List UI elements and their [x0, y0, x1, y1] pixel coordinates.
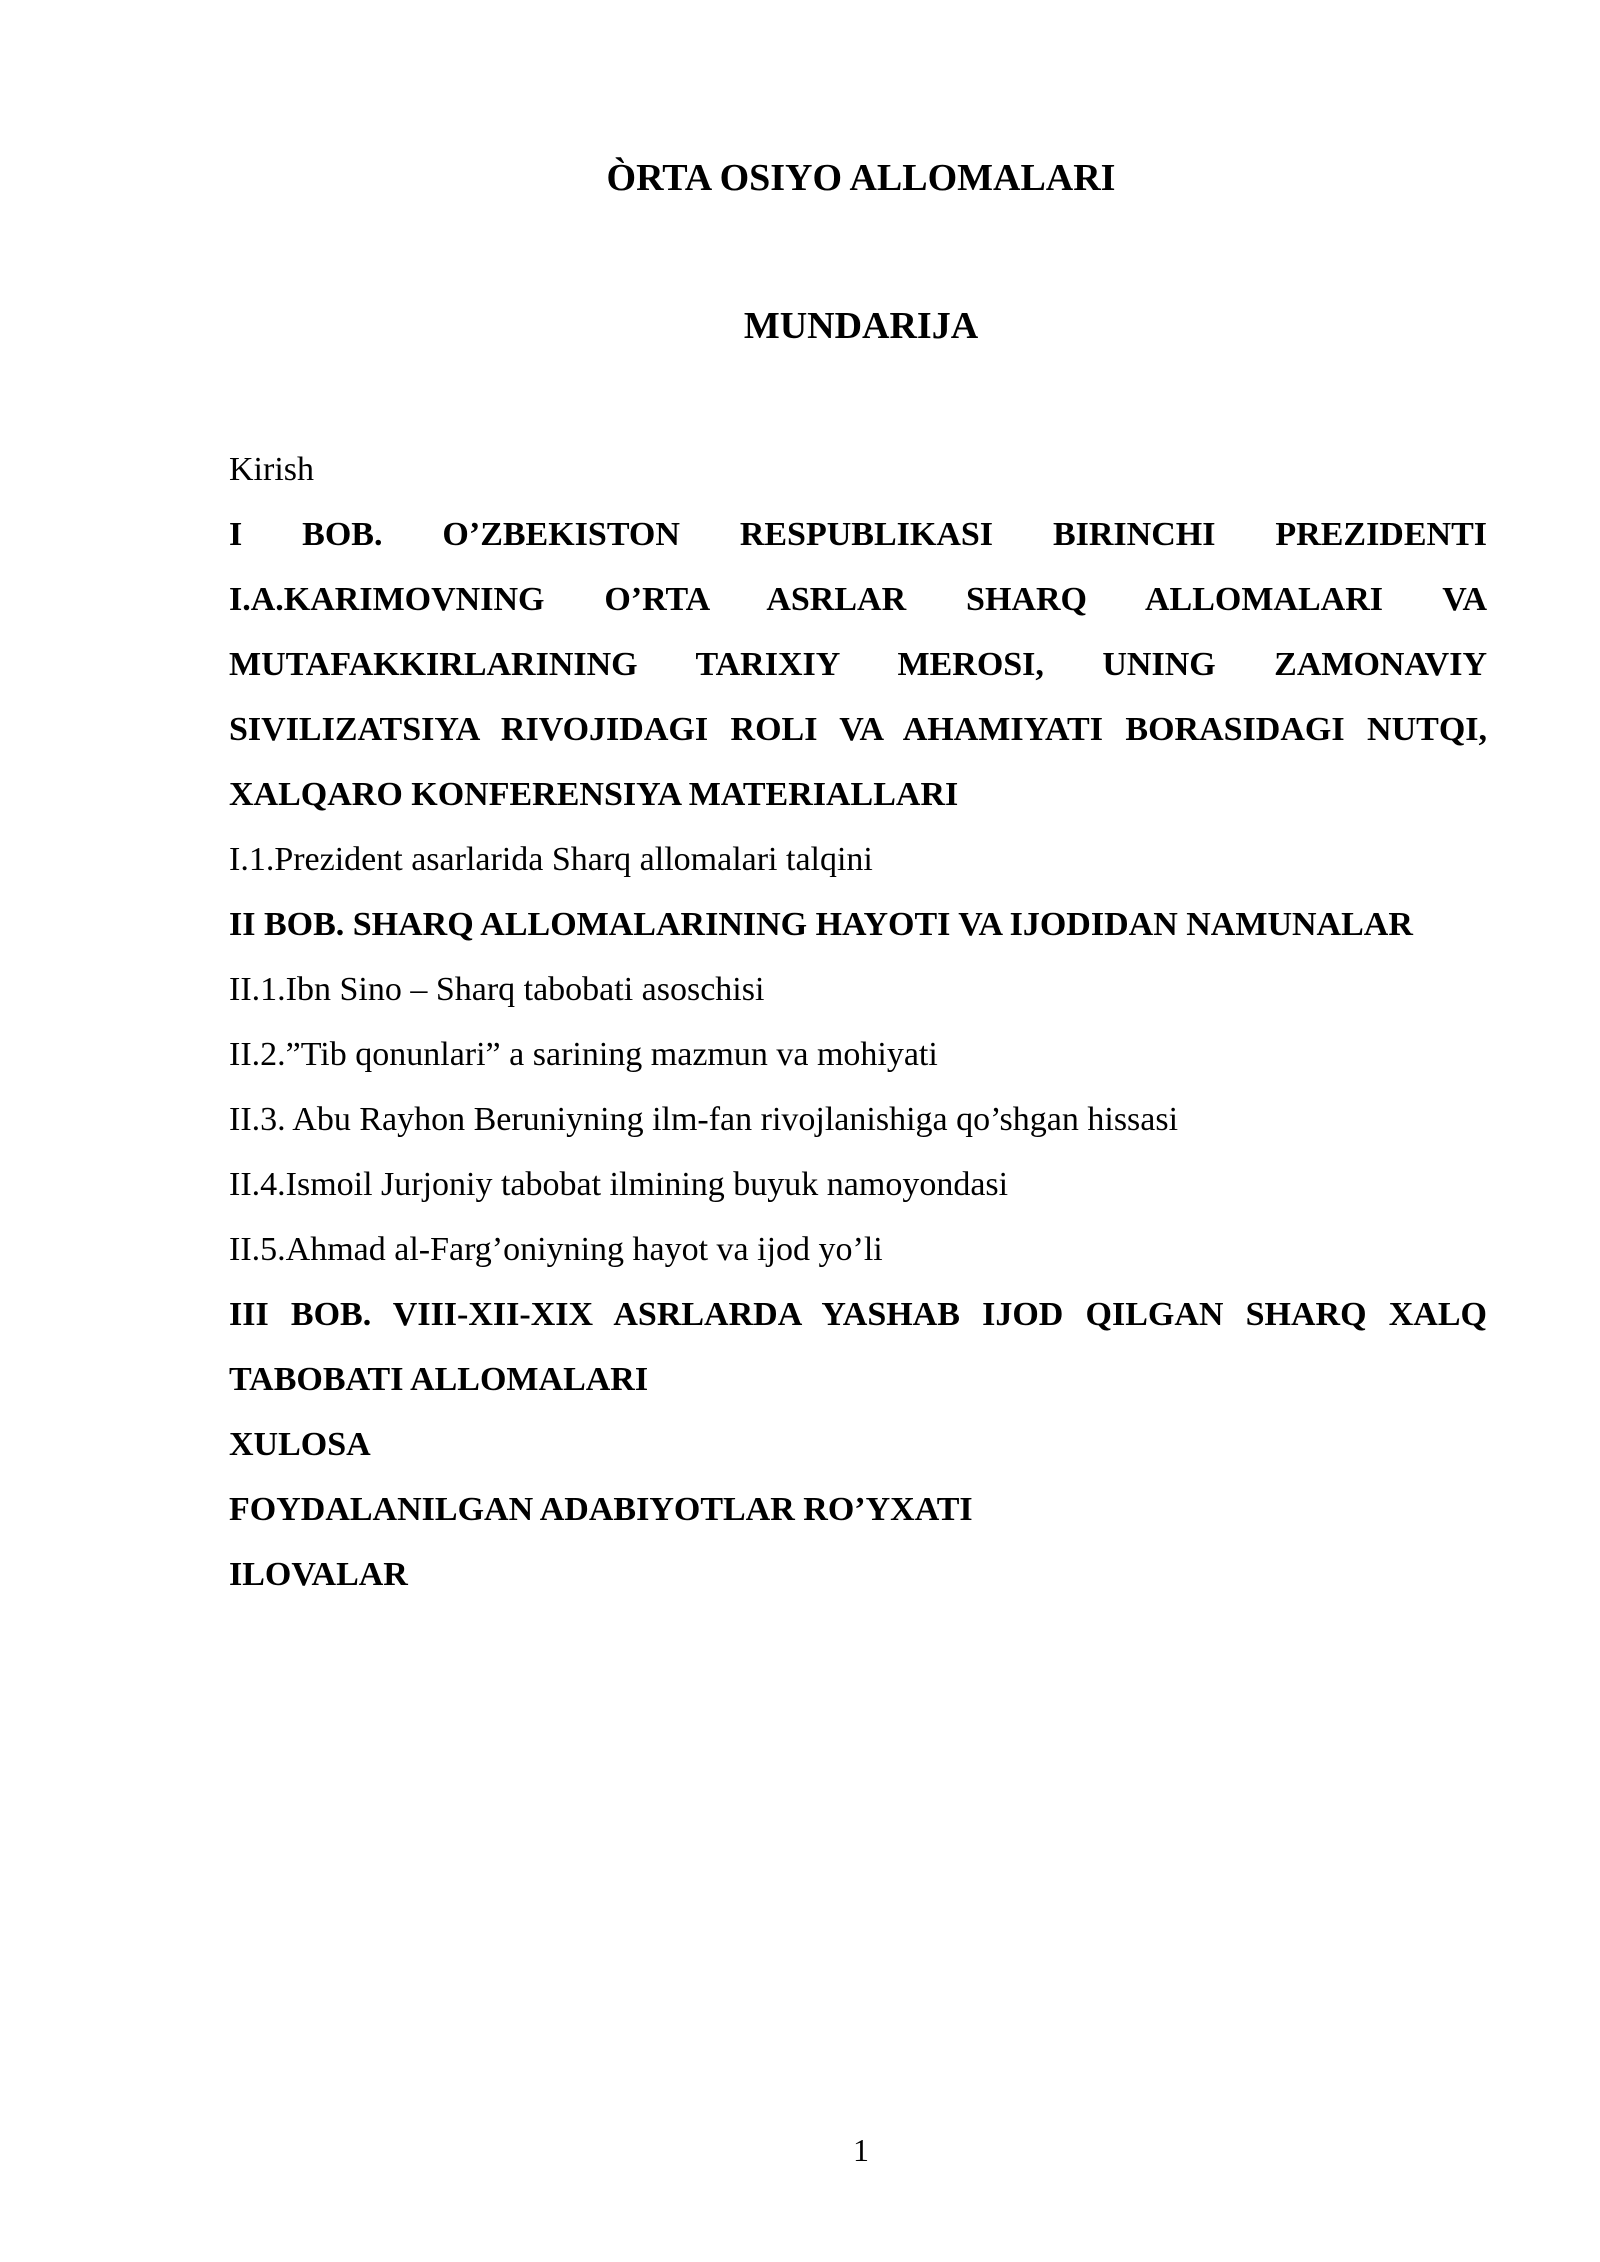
toc-entry-section-2-2: II.2.”Tib qonunlari” a sarining mazmun va mohiyati — [229, 1036, 938, 1073]
toc-entry-section-2-4: II.4.Ismoil Jurjoniy tabobat ilmining buyuk namoyondasi — [229, 1166, 1009, 1203]
toc-entry-section-1-1: I.1.Prezident asarlarida Sharq allomalari talqini — [229, 841, 873, 878]
toc-entry-bibliography: FOYDALANILGAN ADABIYOTLAR RO’YXATI — [229, 1491, 973, 1528]
toc-entry-appendices: ILOVALAR — [229, 1556, 408, 1593]
document-title: ÒRTA OSIYO ALLOMALARI — [606, 157, 1116, 199]
table-of-contents-heading: MUNDARIJA — [743, 305, 979, 347]
toc-entry-section-2-3: II.3. Abu Rayhon Beruniyning ilm-fan rivojlanishiga qo’shgan hissasi — [229, 1101, 1179, 1138]
page-number: 1 — [853, 2132, 869, 2168]
table-of-contents — [229, 437, 1487, 1607]
toc-entry-section-2-1: II.1.Ibn Sino – Sharq tabobati asoschisi — [229, 971, 765, 1008]
toc-entry-xulosa: XULOSA — [229, 1426, 371, 1463]
toc-entry-section-2-5: II.5.Ahmad al-Farg’oniyning hayot va ijod yo’li — [229, 1231, 883, 1268]
toc-entry-kirish: Kirish — [229, 451, 314, 488]
toc-entry-chapter-2: II BOB. SHARQ ALLOMALARINING HAYOTI VA IJODIDAN NAMUNALAR — [229, 906, 1413, 943]
toc-entry-chapter-1: I BOB. O’ZBEKISTON RESPUBLIKASI BIRINCHI PREZIDENTI I.A.KARIMOVNING O’RTA ASRLAR SHARQ ALLOMALARI VA MUTAFAKKIRLARINING TARIXIY MEROSI, UNING ZAMONAVIY SIVILIZATSIYA RIVOJIDAGI ROLI VA AHAMIYATI BORASIDAGI NUTQI, XALQARO KONFERENSIYA MATERIALLARI — [229, 516, 1487, 813]
toc-entry-chapter-3: III BOB. VIII-XII-XIX ASRLARDA YASHAB IJOD QILGAN SHARQ XALQ TABOBATI ALLOMALARI — [229, 1296, 1487, 1398]
